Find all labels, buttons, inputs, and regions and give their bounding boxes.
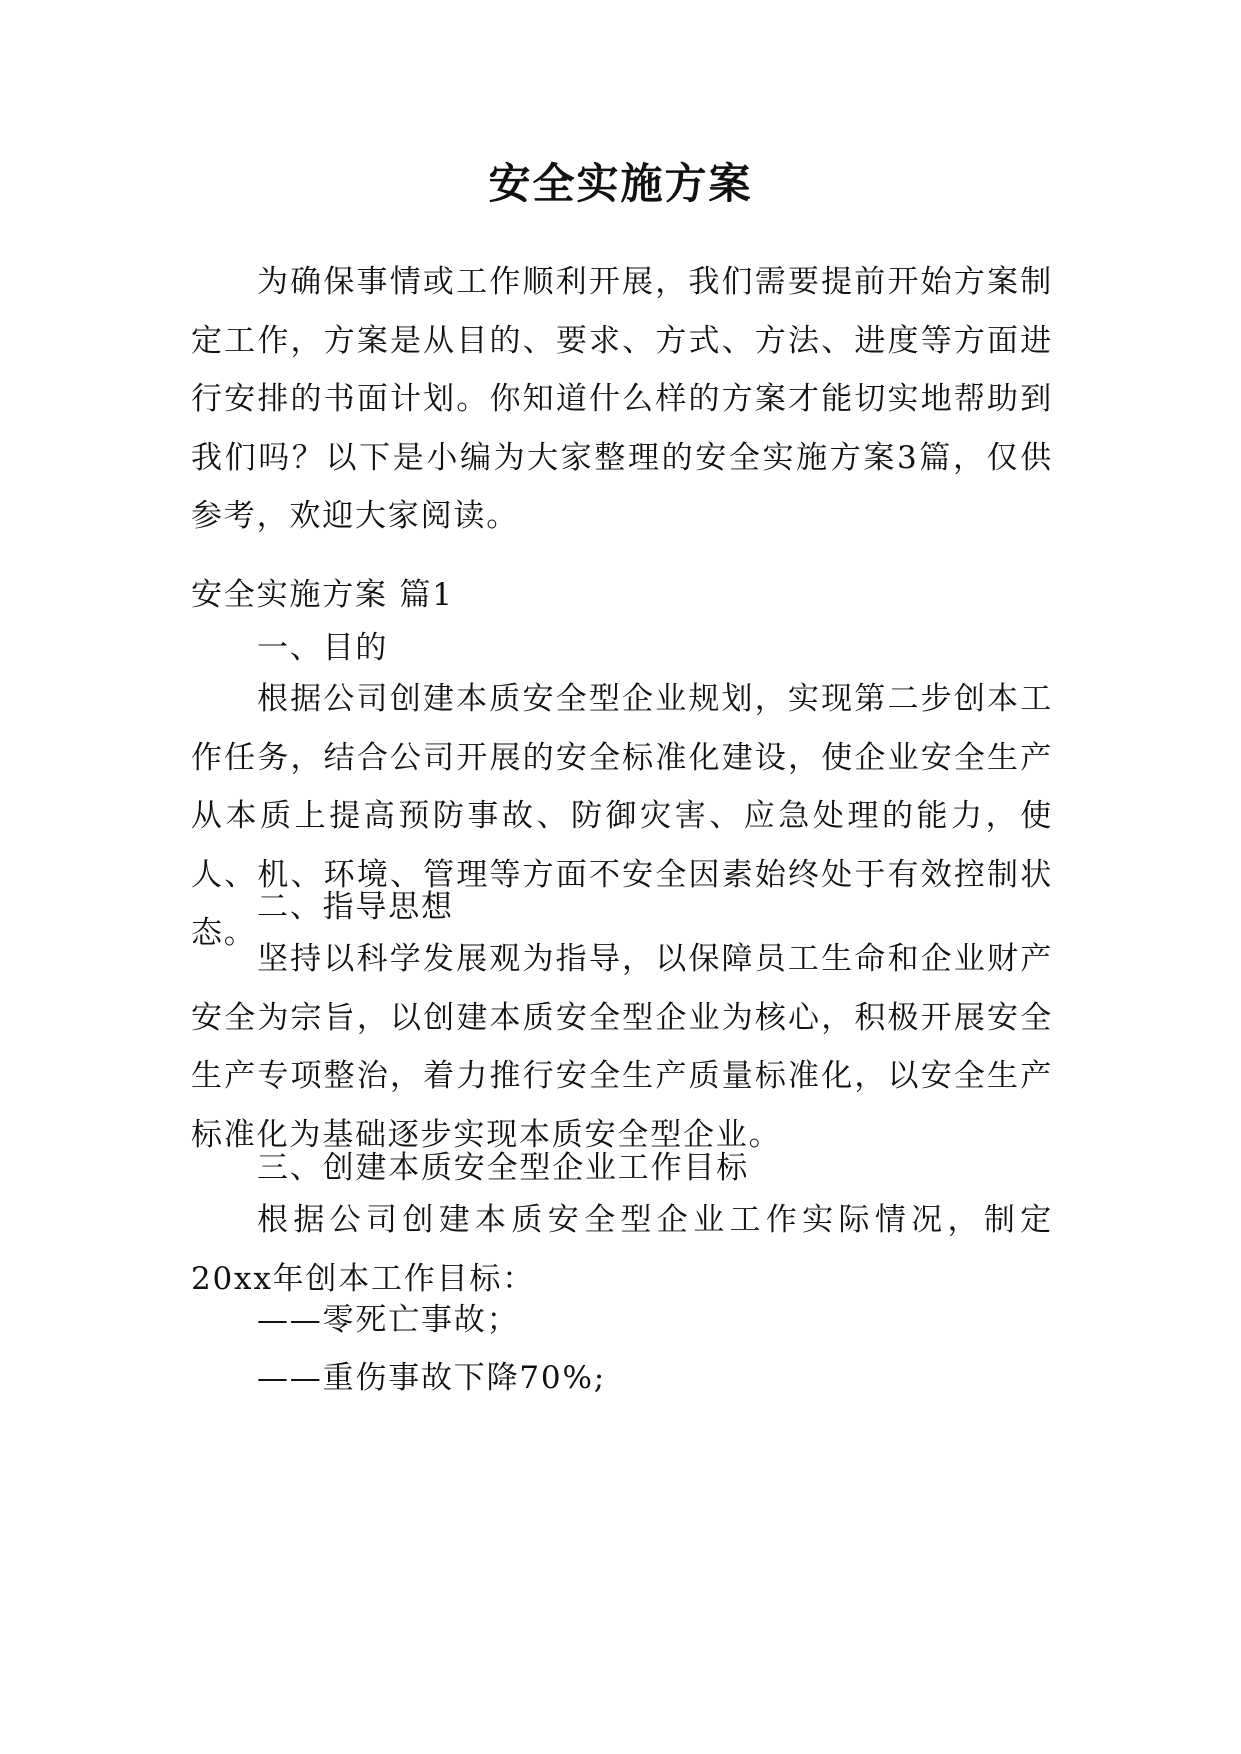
- goal-item: ——重伤事故下降70%;: [257, 1360, 606, 1396]
- heading-goals: 三、创建本质安全型企业工作目标: [257, 1150, 749, 1186]
- heading-purpose: 一、目的: [257, 630, 389, 666]
- heading-guiding-ideology: 二、指导思想: [257, 889, 454, 925]
- paragraph-guiding-ideology: 坚持以科学发展观为指导，以保障员工生命和企业财产安全为宗旨，以创建本质安全型企业为核心，积极开展安全生产专项整治，着力推行安全生产质量标准化，以安全生产标准化为基础逐步实现本质安全型企业。: [191, 941, 1053, 1153]
- paragraph-goals: 根据公司创建本质安全型企业工作实际情况，制定20xx年创本工作目标：: [191, 1202, 1053, 1297]
- section-title: 安全实施方案 篇1: [191, 577, 454, 613]
- paragraph-purpose: 根据公司创建本质安全型企业规划，实现第二步创本工作任务，结合公司开展的安全标准化建设，使企业安全生产从本质上提高预防事故、防御灾害、应急处理的能力，使人、机、环境、管理等方面不安全因素始终处于有效控制状态。: [191, 681, 1053, 951]
- goal-item: ——零死亡事故；: [257, 1302, 520, 1338]
- document-title: 安全实施方案: [488, 159, 753, 208]
- intro-paragraph: 为确保事情或工作顺利开展，我们需要提前开始方案制定工作，方案是从目的、要求、方式、方法、进度等方面进行安排的书面计划。你知道什么样的方案才能切实地帮助到我们吗？以下是小编为大家整理的安全实施方案3篇，仅供参考，欢迎大家阅读。: [191, 264, 1053, 534]
